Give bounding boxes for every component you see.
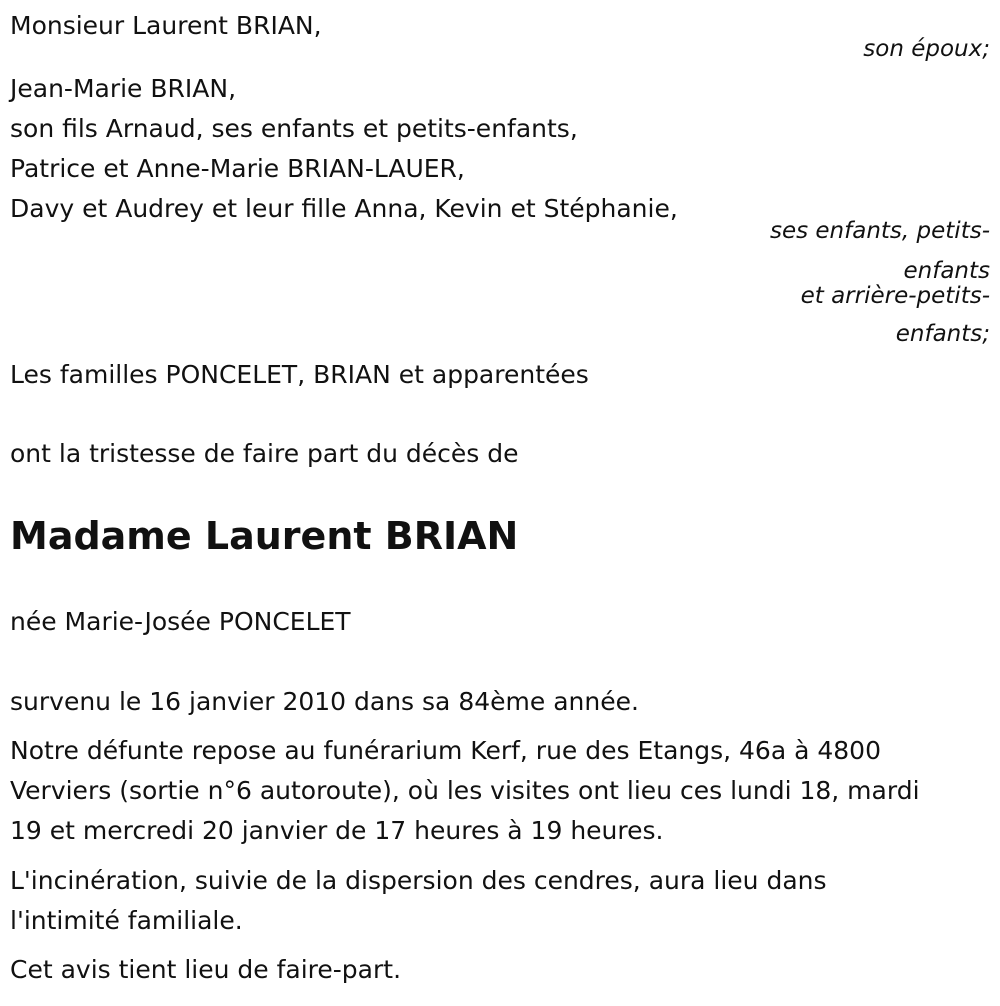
visitation-line-2: Verviers (sortie n°6 autoroute), où les visites ont lieu ces lundi 18, mardi [10,776,920,805]
deceased-name: Madame Laurent BRIAN [10,514,519,558]
cremation-line-2: l'intimité familiale. [10,906,243,935]
family-line-2: son fils Arnaud, ses enfants et petits-enfants, [10,114,578,143]
visitation-line-1: Notre défunte repose au funérarium Kerf, rue des Etangs, 46a à 4800 [10,736,881,765]
family-line-3: Patrice et Anne-Marie BRIAN-LAUER, [10,154,465,183]
cremation-line-1: L'incinération, suivie de la dispersion des cendres, aura lieu dans [10,866,827,895]
family-line-1: Jean-Marie BRIAN, [10,74,237,103]
family-line-4: Davy et Audrey et leur fille Anna, Kevin et Stéphanie, [10,194,678,223]
spouse-role: son époux; [863,36,990,62]
announcement-line: ont la tristesse de faire part du décès de [10,439,519,468]
closing-line: Cet avis tient lieu de faire-part. [10,955,402,984]
maiden-name: née Marie-Josée PONCELET [10,607,351,636]
death-date: survenu le 16 janvier 2010 dans sa 84ème année. [10,687,639,716]
family-role-line-3: et arrière-petits- [800,283,990,309]
family-role-line-4: enfants; [895,321,990,347]
visitation-line-3: 19 et mercredi 20 janvier de 17 heures à 19 heures. [10,816,664,845]
family-role-line-1: ses enfants, petits- [769,218,990,244]
family-role-line-2: enfants [903,258,990,284]
families-line: Les familles PONCELET, BRIAN et apparentées [10,360,589,389]
spouse-name: Monsieur Laurent BRIAN, [10,11,322,40]
